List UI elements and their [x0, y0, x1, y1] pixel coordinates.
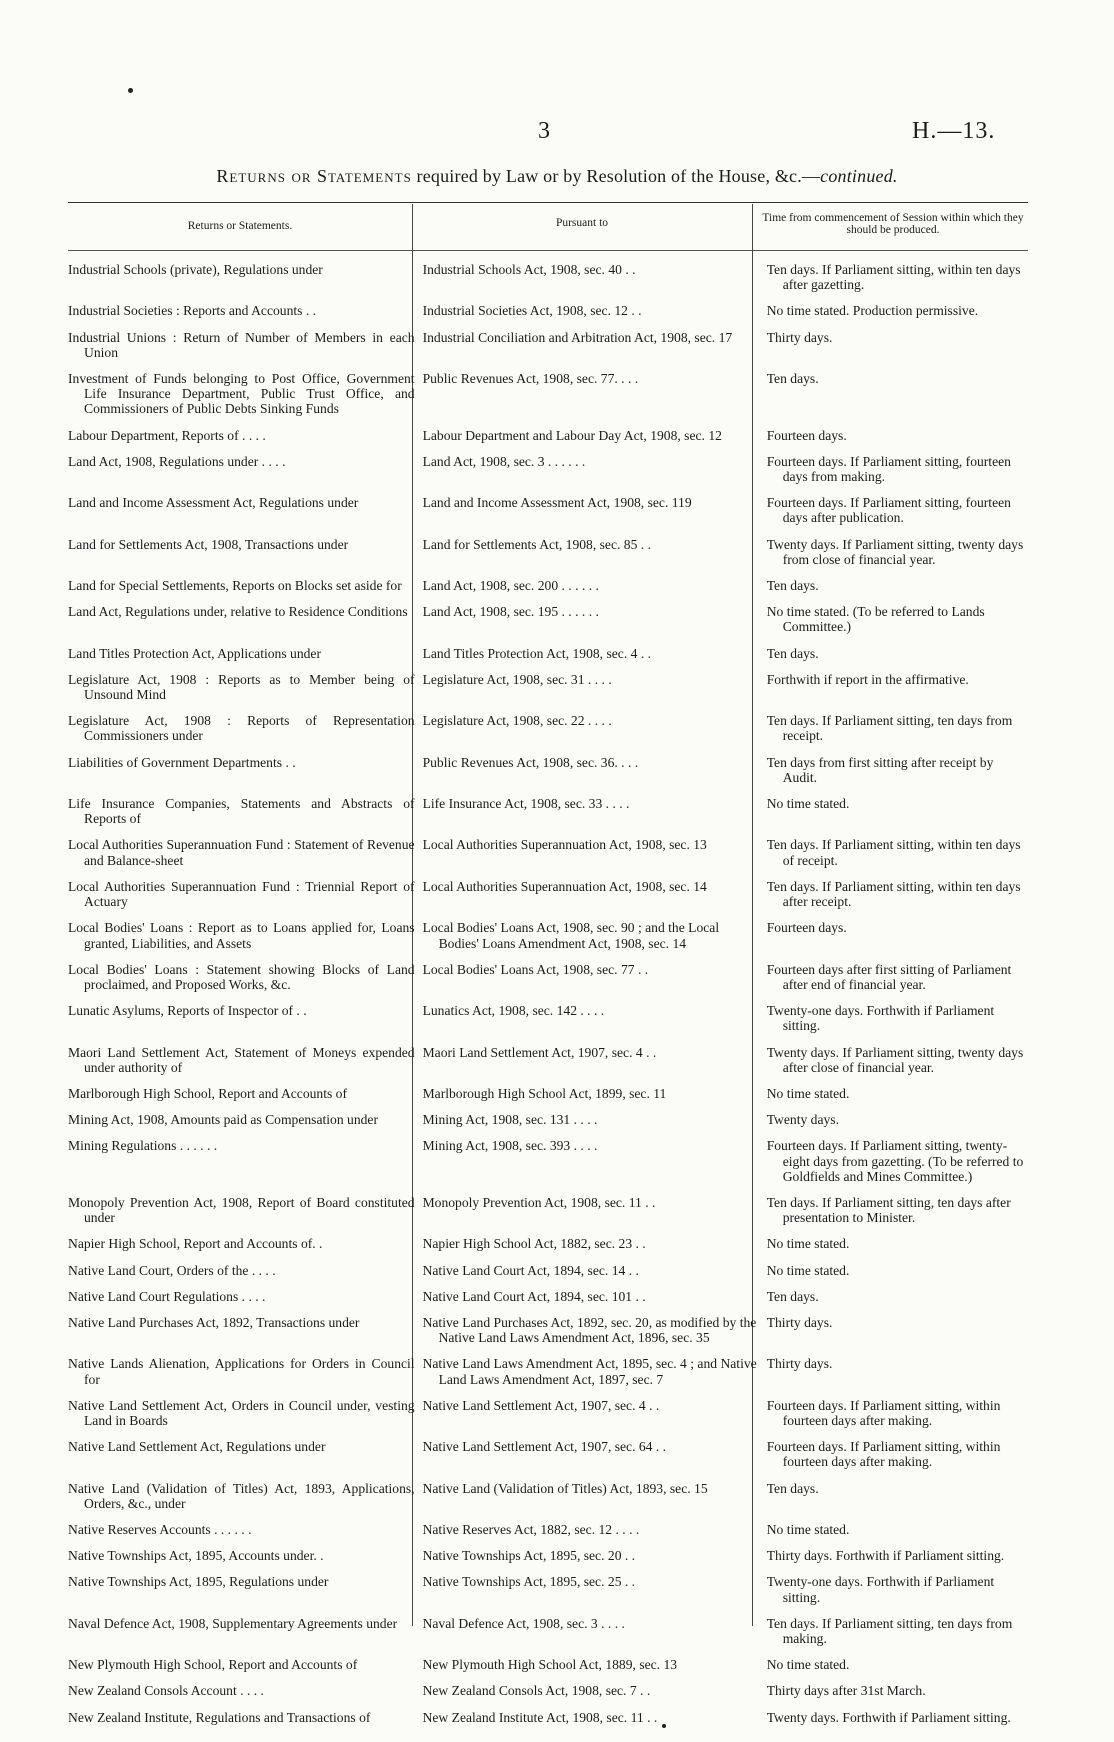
returns-cell: Industrial Societies : Reports and Accounts . . [68, 303, 317, 319]
returns-cell: Monopoly Prevention Act, 1908, Report of Board constituted under [68, 1194, 415, 1226]
table-row [68, 1315, 1028, 1345]
table-row [68, 1657, 1028, 1672]
returns-cell: Native Land Settlement Act, Regulations under [68, 1439, 326, 1455]
returns-cell: Mining Regulations . . . . . . [68, 1138, 218, 1154]
pursuant-cell: Napier High School Act, 1882, sec. 23 . . [422, 1236, 646, 1252]
returns-cell: Maori Land Settlement Act, Statement of Moneys expended under authority of [68, 1044, 415, 1075]
time-cell: Thirty days. [766, 1314, 833, 1330]
time-cell: Ten days. [766, 371, 819, 387]
table-row [68, 1138, 1028, 1184]
table-row [68, 1439, 1028, 1469]
table-row [68, 1263, 1028, 1278]
time-cell: Thirty days. Forthwith if Parliament sitting. [766, 1548, 1005, 1564]
time-cell: Ten days. [766, 578, 819, 594]
returns-cell: Native Land Settlement Act, Orders in Council under, vesting Land in Boards [68, 1397, 415, 1428]
time-cell: No time stated. [766, 1236, 850, 1252]
returns-cell: New Zealand Consols Account . . . . [68, 1683, 264, 1699]
pursuant-cell: Mining Act, 1908, sec. 131 . . . . [422, 1112, 598, 1128]
pursuant-cell: Native Land (Validation of Titles) Act, 1893, sec. 15 [422, 1480, 708, 1496]
table-row [68, 1289, 1028, 1304]
table-header-rule [68, 250, 1028, 251]
table-row [68, 578, 1028, 593]
table-row [68, 1086, 1028, 1101]
time-cell: No time stated. [766, 1521, 850, 1537]
table-row [68, 537, 1028, 567]
pursuant-cell: Naval Defence Act, 1908, sec. 3 . . . . [422, 1615, 625, 1631]
time-cell: Twenty-one days. Forthwith if Parliament sitting. [766, 1574, 995, 1605]
pursuant-cell: Local Bodies' Loans Act, 1908, sec. 77 . . [422, 961, 649, 977]
returns-cell: Local Authorities Superannuation Fund : Triennial Report of Actuary [68, 878, 415, 910]
page-title [0, 166, 1114, 187]
pursuant-cell: Land for Settlements Act, 1908, sec. 85 . . [422, 536, 651, 552]
table-row [68, 1522, 1028, 1537]
time-cell: Ten days. [766, 645, 819, 661]
table-row [68, 303, 1028, 318]
time-cell: No time stated. [766, 796, 850, 812]
pursuant-cell: Maori Land Settlement Act, 1907, sec. 4 . . [422, 1044, 657, 1060]
pursuant-cell: Land Act, 1908, sec. 3 . . . . . . [422, 453, 586, 469]
pursuant-cell: Native Land Court Act, 1894, sec. 101 . . [422, 1288, 646, 1304]
table-row [68, 755, 1028, 785]
table-row [68, 495, 1028, 525]
returns-cell: Land for Special Settlements, Reports on Blocks set aside for [68, 578, 402, 594]
returns-cell: Industrial Schools (private), Regulations under [68, 262, 323, 277]
page-speck [128, 88, 133, 93]
returns-cell: Native Land Court Regulations . . . . [68, 1288, 266, 1304]
time-cell: Ten days. If Parliament sitting, within ten days of receipt. [766, 837, 1021, 868]
returns-cell: Napier High School, Report and Accounts of. . [68, 1236, 323, 1252]
pursuant-cell: Land and Income Assessment Act, 1908, sec. 119 [422, 495, 692, 511]
returns-table [68, 262, 1028, 1736]
pursuant-cell: New Plymouth High School Act, 1889, sec. 13 [422, 1657, 678, 1673]
time-cell: Twenty days. [766, 1112, 839, 1128]
time-cell: Fourteen days. If Parliament sitting, twenty-eight days from gazetting. (To be referred to Goldfields and Mines Committee.) [766, 1138, 1024, 1184]
table-row [68, 1003, 1028, 1033]
table-row [68, 1356, 1028, 1386]
pursuant-cell: New Zealand Institute Act, 1908, sec. 11 . . [422, 1709, 658, 1725]
table-row [68, 428, 1028, 443]
pursuant-cell: New Zealand Consols Act, 1908, sec. 7 . . [422, 1683, 651, 1699]
table-row [68, 796, 1028, 826]
document-code: H.—13. [912, 118, 996, 144]
pursuant-cell: Native Reserves Act, 1882, sec. 12 . . . . [422, 1521, 640, 1537]
table-row [68, 330, 1028, 360]
table-row [68, 646, 1028, 661]
time-cell: Fourteen days after first sitting of Parliament after end of financial year. [766, 961, 1012, 992]
column-header-time: Time from commencement of Session within which they should be produced. [762, 212, 1024, 237]
table-row [68, 1481, 1028, 1511]
table-row [68, 962, 1028, 992]
column-header-pursuant: Pursuant to [555, 217, 609, 229]
returns-cell: Marlborough High School, Report and Accounts of [68, 1085, 348, 1101]
returns-cell: Legislature Act, 1908 : Reports as to Member being of Unsound Mind [68, 671, 415, 703]
pursuant-cell: Native Land Purchases Act, 1892, sec. 20, as modified by the Native Land Laws Amendment Act, 1896, sec. 35 [422, 1314, 757, 1346]
pursuant-cell: Native Townships Act, 1895, sec. 20 . . [422, 1548, 636, 1564]
pursuant-cell: Legislature Act, 1908, sec. 31 . . . . [422, 671, 612, 687]
returns-cell: New Plymouth High School, Report and Accounts of [68, 1657, 358, 1673]
table-row [68, 454, 1028, 484]
time-cell: No time stated. (To be referred to Lands Committee.) [766, 604, 985, 635]
pursuant-cell: Land Titles Protection Act, 1908, sec. 4 . . [422, 645, 652, 661]
returns-cell: Land and Income Assessment Act, Regulations under [68, 495, 359, 511]
returns-cell: Land Act, 1908, Regulations under . . . . [68, 453, 286, 469]
table-row [68, 1574, 1028, 1604]
returns-cell: Native Lands Alienation, Applications for Orders in Council for [68, 1356, 415, 1387]
pursuant-cell: Native Townships Act, 1895, sec. 25 . . [422, 1574, 636, 1590]
table-row [68, 1616, 1028, 1646]
returns-cell: Mining Act, 1908, Amounts paid as Compensation under [68, 1112, 378, 1128]
returns-cell: Liabilities of Government Departments . . [68, 754, 296, 770]
table-row [68, 604, 1028, 634]
table-row [68, 1548, 1028, 1563]
returns-cell: Land for Settlements Act, 1908, Transactions under [68, 536, 349, 552]
time-cell: Fourteen days. If Parliament sitting, within fourteen days after making. [766, 1397, 1001, 1428]
pursuant-cell: Labour Department and Labour Day Act, 1908, sec. 12 [422, 427, 722, 443]
pursuant-cell: Public Revenues Act, 1908, sec. 36. . . . [422, 754, 639, 770]
title-smallcaps: Returns or Statements [216, 166, 412, 186]
table-row [68, 371, 1028, 417]
pursuant-cell: Native Land Settlement Act, 1907, sec. 4 . . [422, 1397, 660, 1413]
pursuant-cell: Local Authorities Superannuation Act, 1908, sec. 14 [422, 878, 707, 894]
returns-cell: Naval Defence Act, 1908, Supplementary Agreements under [68, 1615, 398, 1631]
pursuant-cell: Industrial Societies Act, 1908, sec. 12 . . [422, 303, 642, 319]
time-cell: No time stated. [766, 1262, 850, 1278]
pursuant-cell: Native Land Laws Amendment Act, 1895, sec. 4 ; and Native Land Laws Amendment Act, 1897, sec. 7 [422, 1356, 757, 1387]
returns-cell: Local Bodies' Loans : Statement showing Blocks of Land proclaimed, and Proposed Works, &c. [68, 961, 415, 992]
time-cell: Twenty days. If Parliament sitting, twenty days from close of financial year. [766, 536, 1024, 567]
pursuant-cell: Public Revenues Act, 1908, sec. 77. . . . [422, 371, 639, 387]
pursuant-cell: Legislature Act, 1908, sec. 22 . . . . [422, 713, 612, 729]
time-cell: Ten days. [766, 1288, 819, 1304]
returns-cell: Local Bodies' Loans : Report as to Loans applied for, Loans granted, Liabilities, and Assets [68, 920, 415, 951]
time-cell: Ten days. If Parliament sitting, ten days from making. [766, 1615, 1013, 1646]
pursuant-cell: Native Land Court Act, 1894, sec. 14 . . [422, 1262, 639, 1278]
time-cell: Ten days. If Parliament sitting, within ten days after gazetting. [766, 262, 1021, 293]
table-row [68, 837, 1028, 867]
time-cell: Fourteen days. If Parliament sitting, within fourteen days after making. [766, 1439, 1001, 1470]
time-cell: Ten days. [766, 1480, 819, 1496]
pursuant-cell: Land Act, 1908, sec. 200 . . . . . . [422, 578, 599, 594]
page-number: 3 [538, 118, 550, 144]
time-cell: Fourteen days. If Parliament sitting, fourteen days from making. [766, 453, 1011, 485]
time-cell: No time stated. [766, 1657, 850, 1673]
pursuant-cell: Native Land Settlement Act, 1907, sec. 64 . . [422, 1439, 667, 1455]
time-cell: Forthwith if report in the affirmative. [766, 671, 969, 687]
returns-cell: Native Land Court, Orders of the . . . . [68, 1262, 276, 1278]
returns-cell: Industrial Unions : Return of Number of Members in each Union [68, 329, 415, 360]
table-row [68, 1236, 1028, 1251]
table-row [68, 920, 1028, 950]
table-row [68, 262, 1028, 292]
returns-cell: Labour Department, Reports of . . . . [68, 427, 266, 443]
returns-cell: New Zealand Institute, Regulations and Transactions of [68, 1709, 371, 1725]
time-cell: Fourteen days. [766, 427, 847, 443]
table-row [68, 1398, 1028, 1428]
pursuant-cell: Land Act, 1908, sec. 195 . . . . . . [422, 604, 599, 620]
time-cell: No time stated. Production permissive. [766, 303, 979, 319]
time-cell: Fourteen days. If Parliament sitting, fourteen days after publication. [766, 495, 1011, 526]
time-cell: Twenty days. Forthwith if Parliament sitting. [766, 1709, 1011, 1725]
pursuant-cell: Local Bodies' Loans Act, 1908, sec. 90 ; and the Local Bodies' Loans Amendment Act, 1908, sec. 14 [422, 920, 720, 951]
returns-cell: Life Insurance Companies, Statements and Abstracts of Reports of [68, 796, 415, 827]
column-header-returns: Returns or Statements. [187, 220, 293, 232]
time-cell: Twenty-one days. Forthwith if Parliament sitting. [766, 1003, 995, 1034]
time-cell: Fourteen days. [766, 920, 847, 936]
pursuant-cell: Monopoly Prevention Act, 1908, sec. 11 . . [422, 1194, 656, 1210]
returns-cell: Land Act, Regulations under, relative to Residence Conditions [68, 604, 408, 620]
pursuant-cell: Local Authorities Superannuation Act, 1908, sec. 13 [422, 837, 707, 853]
returns-cell: Native Land Purchases Act, 1892, Transactions under [68, 1314, 360, 1330]
table-row [68, 1195, 1028, 1225]
table-row [68, 1683, 1028, 1698]
returns-cell: Native Land (Validation of Titles) Act, 1893, Applications, Orders, &c., under [68, 1480, 415, 1511]
table-row [68, 672, 1028, 702]
returns-cell: Lunatic Asylums, Reports of Inspector of . . [68, 1003, 307, 1019]
time-cell: Ten days. If Parliament sitting, ten days from receipt. [766, 713, 1013, 744]
returns-cell: Native Reserves Accounts . . . . . . [68, 1521, 252, 1537]
time-cell: Ten days. If Parliament sitting, within ten days after receipt. [766, 878, 1021, 910]
returns-cell: Native Townships Act, 1895, Regulations under [68, 1574, 329, 1590]
table-row [68, 1112, 1028, 1127]
pursuant-cell: Lunatics Act, 1908, sec. 142 . . . . [422, 1003, 605, 1019]
time-cell: Thirty days. [766, 1356, 833, 1372]
pursuant-cell: Marlborough High School Act, 1899, sec. 11 [422, 1085, 667, 1101]
table-row [68, 1045, 1028, 1075]
returns-cell: Land Titles Protection Act, Applications under [68, 645, 321, 661]
time-cell: Ten days from first sitting after receipt by Audit. [766, 754, 994, 785]
time-cell: No time stated. [766, 1085, 850, 1101]
pursuant-cell: Industrial Schools Act, 1908, sec. 40 . . [422, 262, 636, 277]
time-cell: Thirty days. [766, 329, 833, 345]
returns-cell: Local Authorities Superannuation Fund : Statement of Revenue and Balance-sheet [68, 837, 415, 868]
time-cell: Ten days. If Parliament sitting, ten days after presentation to Minister. [766, 1194, 1011, 1226]
table-row [68, 1710, 1028, 1725]
pursuant-cell: Industrial Conciliation and Arbitration Act, 1908, sec. 17 [422, 329, 733, 345]
returns-cell: Native Townships Act, 1895, Accounts under. . [68, 1548, 324, 1564]
time-cell: Twenty days. If Parliament sitting, twenty days after close of financial year. [766, 1044, 1024, 1075]
title-text: required by Law or by Resolution of the House, &c.— [411, 166, 821, 186]
time-cell: Thirty days after 31st March. [766, 1683, 926, 1699]
returns-cell: Legislature Act, 1908 : Reports of Representation Commissioners under [68, 713, 415, 744]
table-row [68, 879, 1028, 909]
returns-cell: Investment of Funds belonging to Post Office, Government Life Insurance Department, Public Trust Office, and Commissioners of Public Debts Sinking Funds [68, 371, 415, 417]
table-top-rule [68, 202, 1028, 203]
pursuant-cell: Life Insurance Act, 1908, sec. 33 . . . . [422, 796, 630, 812]
table-row [68, 713, 1028, 743]
title-continued: continued. [820, 166, 898, 186]
pursuant-cell: Mining Act, 1908, sec. 393 . . . . [422, 1138, 598, 1154]
